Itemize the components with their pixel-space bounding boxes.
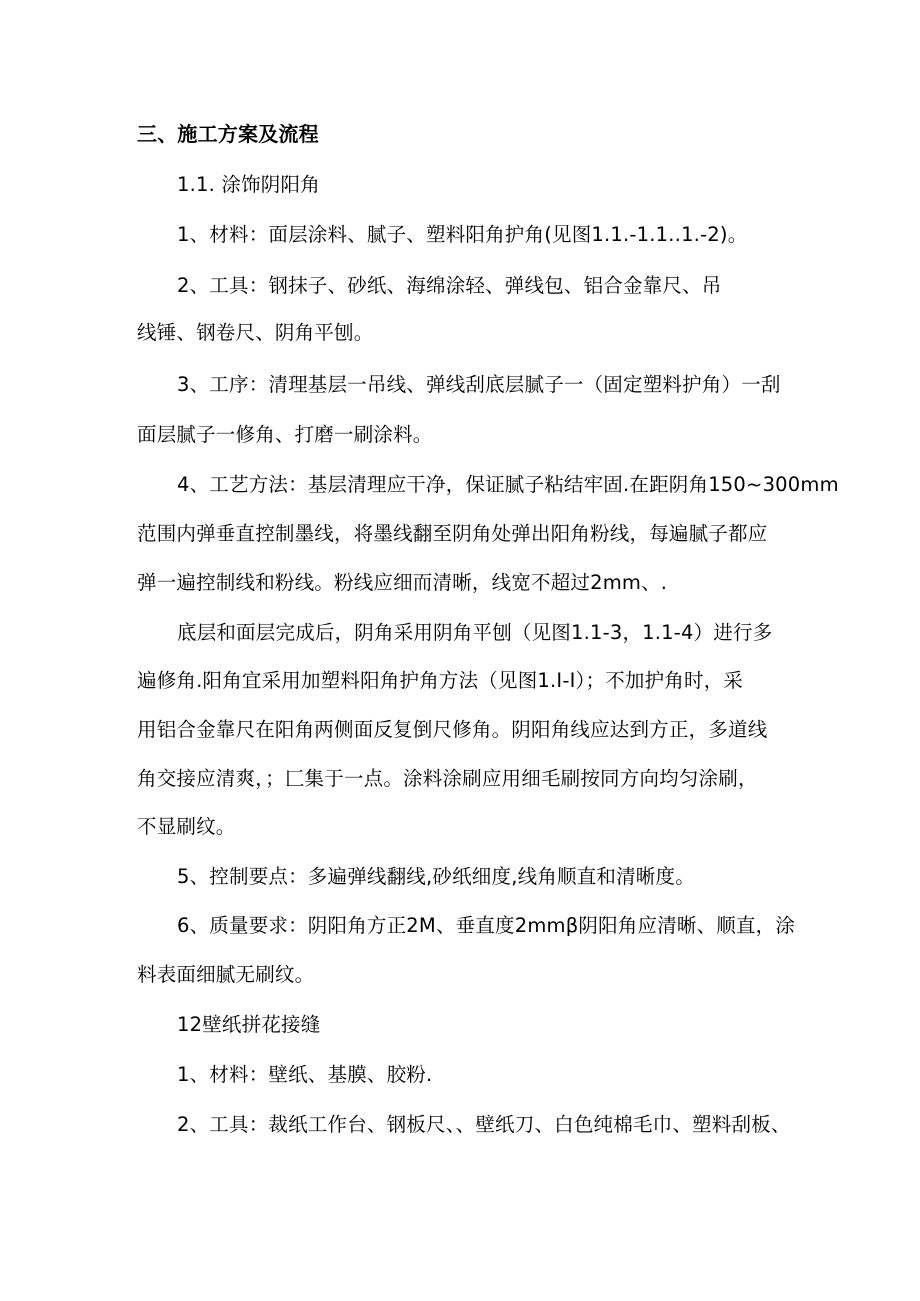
subsection-title-1-2: 12壁纸拼花接缝 [177, 1013, 321, 1036]
section-heading: 三、施工方案及流程 [137, 122, 319, 146]
paragraph-line: 1、材料：壁纸、基膜、胶粉. [177, 1063, 433, 1086]
paragraph-line: 弹一遍控制线和粉线。粉线应细而清晰，线宽不超过2mm、. [137, 571, 668, 594]
subsection-title-1-1: 1.1. 涂饰阴阳角 [177, 173, 320, 196]
paragraph-line: 角交接应清爽，；匚集于一点。涂料涂刷应用细毛刷按同方向均匀涂刷， [137, 767, 758, 790]
paragraph-line: 用铝合金靠尺在阳角两侧面反复倒尺修角。阴阳角线应达到方正，多道线 [137, 718, 768, 741]
paragraph-line: 4、工艺方法：基层清理应干净，保证腻子粘结牢固.在距阴角150~300mm [177, 473, 839, 496]
paragraph-line: 范围内弹垂直控制墨线，将墨线翻至阴角处弹出阳角粉线，每遍腻子都应 [137, 522, 768, 545]
paragraph-line: 2、工具：钢抹子、砂纸、海绵涂轻、弹线包、铝合金靠尺、吊 [177, 274, 722, 297]
paragraph-line: 遍修角.阳角宜采用加塑料阳角护角方法（见图1.I-I）；不加护角时，采 [137, 669, 744, 692]
paragraph-line: 底层和面层完成后，阴角采用阴角平刨（见图1.1-3，1.1-4）进行多 [177, 621, 773, 644]
paragraph-line: 料表面细腻无刷纹。 [137, 963, 315, 986]
paragraph-line: 1、材料：面层涂料、腻子、塑料阳角护角(见图1.1.-1.1..1.-2)。 [177, 223, 748, 246]
paragraph-line: 5、控制要点：多遍弹线翻线,砂纸细度,线角顺直和清晰度。 [177, 865, 695, 888]
paragraph-line: 3、工序：清理基层一吊线、弹线刮底层腻子一（固定塑料护角）一刮 [177, 373, 781, 396]
paragraph-line: 不显刷纹。 [137, 815, 236, 838]
paragraph-line: 2、工具：裁纸工作台、钢板尺、、壁纸刀、白色纯棉毛巾、塑料刮板、 [177, 1113, 791, 1136]
paragraph-line: 6、质量要求：阴阳角方正2M、垂直度2mmβ阴阳角应清晰、顺直，涂 [177, 914, 796, 937]
paragraph-line: 面层腻子一修角、打磨一刷涂料。 [137, 423, 433, 446]
paragraph-line: 线锤、钢卷尺、阴角平刨。 [137, 321, 374, 344]
